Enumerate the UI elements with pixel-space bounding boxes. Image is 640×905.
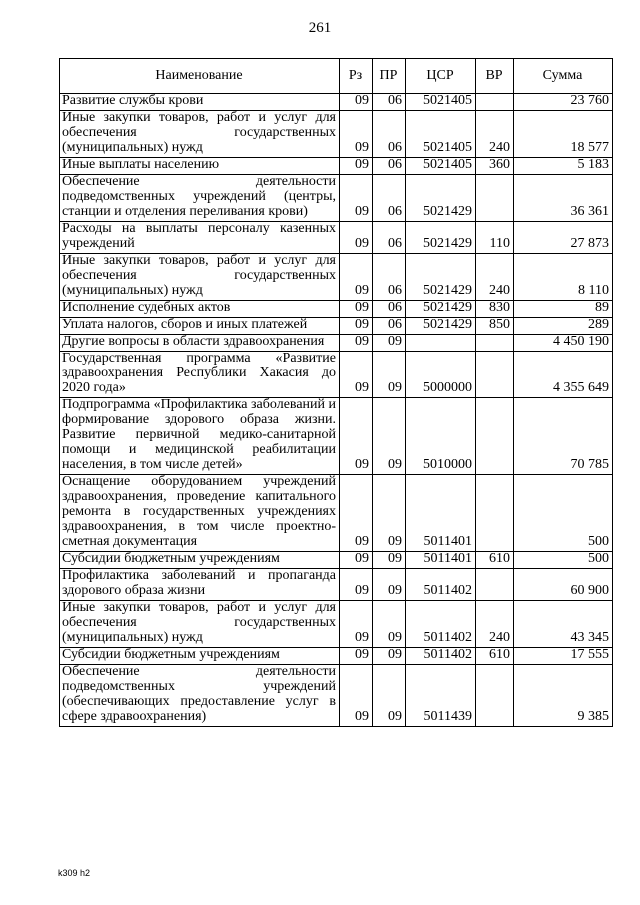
cell-pr: 09 [373, 351, 406, 398]
table-row [60, 94, 613, 111]
cell-vr [476, 94, 514, 111]
table-row [60, 569, 613, 601]
cell-sum: 27 873 [514, 221, 613, 253]
table-row [60, 664, 613, 726]
cell-name: Государственная программа «Развитие здравоохранения Республики Хакасия до 2020 года» [60, 351, 340, 398]
cell-sum: 5 183 [514, 157, 613, 174]
cell-name: Субсидии бюджетным учреждениям [60, 552, 340, 569]
cell-pr: 09 [373, 647, 406, 664]
cell-pr: 09 [373, 569, 406, 601]
cell-csr: 5011402 [406, 569, 476, 601]
cell-sum: 43 345 [514, 601, 613, 648]
cell-vr: 360 [476, 157, 514, 174]
header-name: Наименование [60, 59, 340, 94]
cell-rz: 09 [340, 334, 373, 351]
cell-pr: 09 [373, 334, 406, 351]
cell-name: Иные закупки товаров, работ и услуг для обеспечения государственных (муниципальных) нужд [60, 110, 340, 157]
cell-name: Уплата налогов, сборов и иных платежей [60, 317, 340, 334]
cell-rz: 09 [340, 174, 373, 221]
table-body [60, 94, 613, 727]
cell-name: Иные закупки товаров, работ и услуг для обеспечения государственных (муниципальных) нужд [60, 601, 340, 648]
cell-vr [476, 351, 514, 398]
cell-sum: 17 555 [514, 647, 613, 664]
cell-csr: 5010000 [406, 398, 476, 475]
cell-vr: 110 [476, 221, 514, 253]
footer-code: k309 h2 [58, 868, 91, 878]
cell-name: Исполнение судебных актов [60, 300, 340, 317]
cell-csr: 5011402 [406, 601, 476, 648]
cell-sum: 18 577 [514, 110, 613, 157]
cell-csr: 5021405 [406, 110, 476, 157]
cell-rz: 09 [340, 664, 373, 726]
cell-csr: 5011402 [406, 647, 476, 664]
cell-name: Профилактика заболеваний и пропаганда здорового образа жизни [60, 569, 340, 601]
cell-vr [476, 475, 514, 552]
cell-sum: 9 385 [514, 664, 613, 726]
cell-pr: 06 [373, 94, 406, 111]
cell-pr: 09 [373, 475, 406, 552]
table-row [60, 398, 613, 475]
cell-csr: 5011401 [406, 475, 476, 552]
cell-vr: 850 [476, 317, 514, 334]
cell-rz: 09 [340, 351, 373, 398]
cell-rz: 09 [340, 110, 373, 157]
cell-rz: 09 [340, 157, 373, 174]
table-header-row [60, 59, 613, 94]
cell-sum: 500 [514, 552, 613, 569]
cell-rz: 09 [340, 569, 373, 601]
table-row [60, 300, 613, 317]
table-row [60, 317, 613, 334]
cell-pr: 06 [373, 317, 406, 334]
cell-sum: 500 [514, 475, 613, 552]
cell-pr: 06 [373, 110, 406, 157]
table-row [60, 174, 613, 221]
cell-csr: 5021429 [406, 317, 476, 334]
cell-name: Подпрограмма «Профилактика заболеваний и формирование здорового образа жизни. Развитие первичной медико-санитарной помощи и медицинской реабилитации населения, в том числе детей» [60, 398, 340, 475]
cell-csr: 5021405 [406, 157, 476, 174]
cell-rz: 09 [340, 552, 373, 569]
table-row [60, 647, 613, 664]
table-row [60, 552, 613, 569]
table-row [60, 157, 613, 174]
cell-sum: 60 900 [514, 569, 613, 601]
cell-csr: 5021429 [406, 300, 476, 317]
cell-csr: 5021429 [406, 174, 476, 221]
cell-pr: 06 [373, 253, 406, 300]
cell-pr: 06 [373, 300, 406, 317]
table-row [60, 351, 613, 398]
cell-sum: 36 361 [514, 174, 613, 221]
cell-rz: 09 [340, 317, 373, 334]
cell-sum: 89 [514, 300, 613, 317]
header-pr: ПР [373, 59, 406, 94]
header-sum: Сумма [514, 59, 613, 94]
cell-sum: 70 785 [514, 398, 613, 475]
cell-rz: 09 [340, 300, 373, 317]
cell-vr: 610 [476, 552, 514, 569]
cell-vr [476, 174, 514, 221]
cell-vr: 610 [476, 647, 514, 664]
table-row [60, 221, 613, 253]
cell-rz: 09 [340, 253, 373, 300]
cell-name: Обеспечение деятельности подведомственных учреждений (центры, станции и отделения переливания крови) [60, 174, 340, 221]
cell-csr: 5000000 [406, 351, 476, 398]
cell-sum: 4 355 649 [514, 351, 613, 398]
cell-vr [476, 398, 514, 475]
cell-csr: 5021429 [406, 221, 476, 253]
cell-csr [406, 334, 476, 351]
cell-pr: 09 [373, 601, 406, 648]
cell-name: Обеспечение деятельности подведомственных учреждений (обеспечивающих предоставление услуг в сфере здравоохранения) [60, 664, 340, 726]
cell-rz: 09 [340, 398, 373, 475]
cell-vr [476, 664, 514, 726]
cell-pr: 09 [373, 398, 406, 475]
header-csr: ЦСР [406, 59, 476, 94]
cell-sum: 23 760 [514, 94, 613, 111]
budget-table [59, 58, 613, 727]
cell-vr: 240 [476, 110, 514, 157]
cell-rz: 09 [340, 475, 373, 552]
cell-name: Субсидии бюджетным учреждениям [60, 647, 340, 664]
table-row [60, 253, 613, 300]
page-number: 261 [308, 20, 332, 36]
cell-name: Другие вопросы в области здравоохранения [60, 334, 340, 351]
cell-name: Иные закупки товаров, работ и услуг для обеспечения государственных (муниципальных) нужд [60, 253, 340, 300]
table-row [60, 110, 613, 157]
cell-pr: 09 [373, 552, 406, 569]
cell-sum: 8 110 [514, 253, 613, 300]
cell-rz: 09 [340, 601, 373, 648]
header-rz: Рз [340, 59, 373, 94]
cell-pr: 06 [373, 221, 406, 253]
cell-sum: 289 [514, 317, 613, 334]
cell-vr: 240 [476, 601, 514, 648]
cell-sum: 4 450 190 [514, 334, 613, 351]
cell-name: Расходы на выплаты персоналу казенных учреждений [60, 221, 340, 253]
table-row [60, 334, 613, 351]
cell-pr: 06 [373, 157, 406, 174]
header-vr: ВР [476, 59, 514, 94]
cell-csr: 5011401 [406, 552, 476, 569]
cell-pr: 06 [373, 174, 406, 221]
cell-csr: 5021429 [406, 253, 476, 300]
cell-vr: 240 [476, 253, 514, 300]
cell-vr: 830 [476, 300, 514, 317]
cell-csr: 5021405 [406, 94, 476, 111]
cell-name: Развитие службы крови [60, 94, 340, 111]
cell-rz: 09 [340, 647, 373, 664]
cell-name: Иные выплаты населению [60, 157, 340, 174]
cell-name: Оснащение оборудованием учреждений здравоохранения, проведение капитального ремонта в государственных учреждениях здравоохранения, в том числе проектно-сметная документация [60, 475, 340, 552]
cell-pr: 09 [373, 664, 406, 726]
cell-vr [476, 569, 514, 601]
table-row [60, 601, 613, 648]
cell-vr [476, 334, 514, 351]
cell-csr: 5011439 [406, 664, 476, 726]
cell-rz: 09 [340, 94, 373, 111]
cell-rz: 09 [340, 221, 373, 253]
table-row [60, 475, 613, 552]
